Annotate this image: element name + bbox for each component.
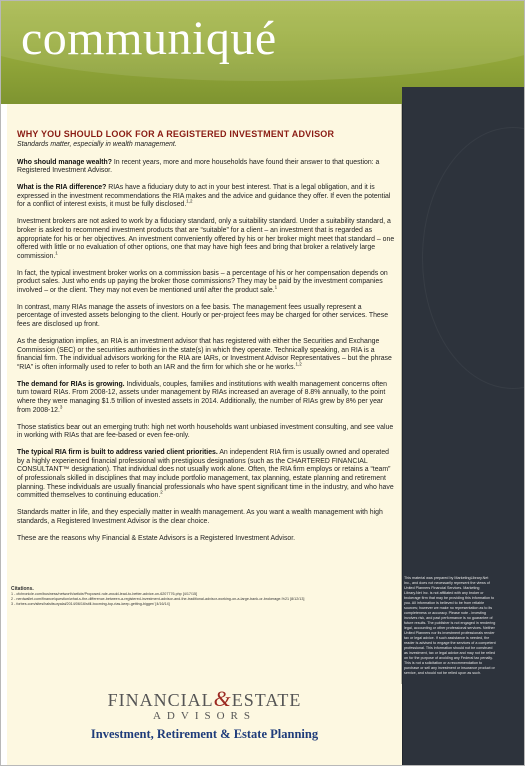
paragraph-11-text: These are the reasons why Financial & Estate Advisors is a Registered Investment Advisor. xyxy=(17,534,296,542)
paragraph-3 xyxy=(17,218,395,261)
citation-item: 3 - forbes.com/sites/halsitsuryalai/2014/06/16/still-booming-top-rias-keep-getting-bigger/ [4/16/14] xyxy=(11,602,170,607)
paragraph-11 xyxy=(17,535,395,544)
paragraph-10-text: Standards matter in life, and they especially matter in wealth management. As you want a wealth management with high standards, a Registered Investment Advisor is the clear choice. xyxy=(17,509,383,525)
paragraph-9-text: An independent RIA firm is usually owned and operated by a highly experienced financial professional with prestigious designations (such as the CHARTERED FINANCIAL CONSULTANT™ designation). That individual does not usually work alone. Often, the RIA firm employs or retains a “team” of professionals skilled in disciplines that may include portfolio management, tax planning, estate planning and retirement planning. These individuals are usually financial professionals who have spent significant time in the industry, and who have committed themselves to continuing education. xyxy=(17,449,394,500)
logo-wordmark xyxy=(7,686,402,712)
paragraph-5 xyxy=(17,304,395,330)
paragraph-3-footnote: 1 xyxy=(55,250,58,256)
logo-advisors: ADVISORS xyxy=(152,710,256,722)
paragraph-7-footnote: 3 xyxy=(59,404,63,410)
paragraph-2-text: RIAs have a fiduciary duty to act in your best interest. That is a legal obligation, and it is expressed in the investment recommendations the RIA makes and the advice and guidance they offer. If even the potential for a conflict of interest exists, it must be fully disclosed. xyxy=(17,184,391,209)
paragraph-2-footnote: 1,2 xyxy=(186,199,193,205)
paragraph-6 xyxy=(17,338,395,372)
logo-word-financial: FINANCIAL xyxy=(107,690,214,710)
paragraph-4-footnote: 1 xyxy=(274,284,278,290)
citations xyxy=(11,587,389,607)
sidebar-decoration xyxy=(422,127,525,389)
article-panel xyxy=(7,104,402,765)
paragraph-3-text: Investment brokers are not asked to work by a fiduciary standard, only a suitability standard. Under a suitability standard, a broker is asked to recommend investment products that are “suitable” for a client – an investment that is regarded as appropriate for his or her objectives. An investment conveniently offered by his or her broker might meet that standard – one offered with little or no evaluation of other options, one that may have high fees and bring that broker a relatively large commission. xyxy=(17,218,395,260)
logo-word-estate: ESTATE xyxy=(231,690,302,710)
article-subheading: Standards matter, especially in wealth management. xyxy=(17,141,177,148)
paragraph-9 xyxy=(17,449,395,501)
paragraph-2-lead: What is the RIA difference? xyxy=(17,184,107,192)
article-body xyxy=(17,129,395,552)
paragraph-7-text: Individuals, couples, families and institutions with wealth management concerns often turn toward RIAs. From 2008-12, assets under management by RIAs increased an average of 8.8% annually, to the point where they were managing $1.5 trillion of invested assets in 2014. Additionally, the number of RIAs grew by 8% per year from 2008-12. xyxy=(17,380,387,414)
paragraph-7 xyxy=(17,381,395,415)
newsletter-title: communiqué xyxy=(21,12,277,65)
logo-tagline: Investment, Retirement & Estate Planning xyxy=(90,727,319,741)
paragraph-9-footnote: 2 xyxy=(160,489,163,495)
paragraph-8 xyxy=(17,424,395,441)
article-heading: WHY YOU SHOULD LOOK FOR A REGISTERED INVESTMENT ADVISOR xyxy=(17,129,335,139)
disclaimer-text: This material was prepared by MarketingLibrary.Net Inc., and does not necessarily represent the views of United Planners Financial Services. Marketing Library.Net Inc. is not affiliated with any broker or brokerage firm that may be providing this information to you. All information is believed to be from reliable sources; however we make no representation as to its completeness or accuracy. Please note - investing involves risk, and past performance is no guarantee of future results. The publisher is not engaged in rendering legal, accounting or other professional services. Neither United Planners nor its investment professionals render tax or legal advice. If such assistance is needed, the reader is advised to engage the services of a competent professional. This information should not be construed as investment, tax or legal advice and may not be relied on for the purpose of avoiding any Federal tax penalty. This is not a solicitation or a recommendation to purchase or sell any investment or insurance product or service, and should not be relied upon as such. xyxy=(404,576,496,675)
paragraph-7-lead: The demand for RIAs is growing. xyxy=(17,380,125,388)
paragraph-1-text: In recent years, more and more households have found their answer to that question: a Registered Investment Advisor. xyxy=(17,158,380,175)
paragraph-10 xyxy=(17,509,395,526)
paragraph-4 xyxy=(17,270,395,296)
citations-heading: Citations. xyxy=(11,586,34,592)
citation-item: 1 - cfchronicle.com/business/networth/article/Proposed-rule-would-lead-to-better-advice-on-6207776.php [4/17/15] xyxy=(11,592,198,597)
paragraph-2 xyxy=(17,184,395,210)
logo-ampersand: & xyxy=(213,686,232,711)
paragraph-8-text: Those statistics bear out an emerging truth: high net worth households want unbiased investment consulting, and see value in working with RIAs that are fee-based or even fee-only. xyxy=(17,423,394,440)
paragraph-4-text: In fact, the typical investment broker works on a commission basis – a percentage of his or her compensation depends on product sales. Just who ends up paying the broker those commissions? They may be paid by the investment companies involved – or the client. They may not even be mentioned until after the product sale. xyxy=(17,269,388,294)
paragraph-6-footnote: 1,2 xyxy=(295,361,302,367)
disclaimer xyxy=(404,576,496,681)
paragraph-5-text: In contrast, many RIAs manage the assets of investors on a fee basis. The management fees usually represent a percentage of invested assets belonging to the client. Hourly or per-project fees may be charged for other services. These fees are disclosed up front. xyxy=(17,303,389,329)
paragraph-6-text: As the designation implies, an RIA is an investment advisor that has registered with either the Securities and Exchange Commission (SEC) or the securities authorities in the state(s) in which they operate. Technically speaking, an RIA is a financial firm. The individual advisors working for the RIA are IARs, or Investment Advisor Representatives – but the phrase “RIA” is often informally used to refer to both an IAR and the firm for which she or he works. xyxy=(17,338,392,371)
company-logo xyxy=(7,684,402,765)
paragraph-1 xyxy=(17,159,395,176)
paragraph-9-lead: The typical RIA firm is built to address varied client priorities. xyxy=(17,449,218,457)
paragraph-1-lead: Who should manage wealth? xyxy=(17,158,112,166)
panel-shadow xyxy=(401,104,403,765)
citation-item: 2 - nerdwallet.com/finance/question/what-s-the-difference-between-a-registered-investment-advisor-and-the-traditional-advisor-working-on-a-large-bank-or-brokerage-%21 [8/12/13] xyxy=(11,597,305,602)
